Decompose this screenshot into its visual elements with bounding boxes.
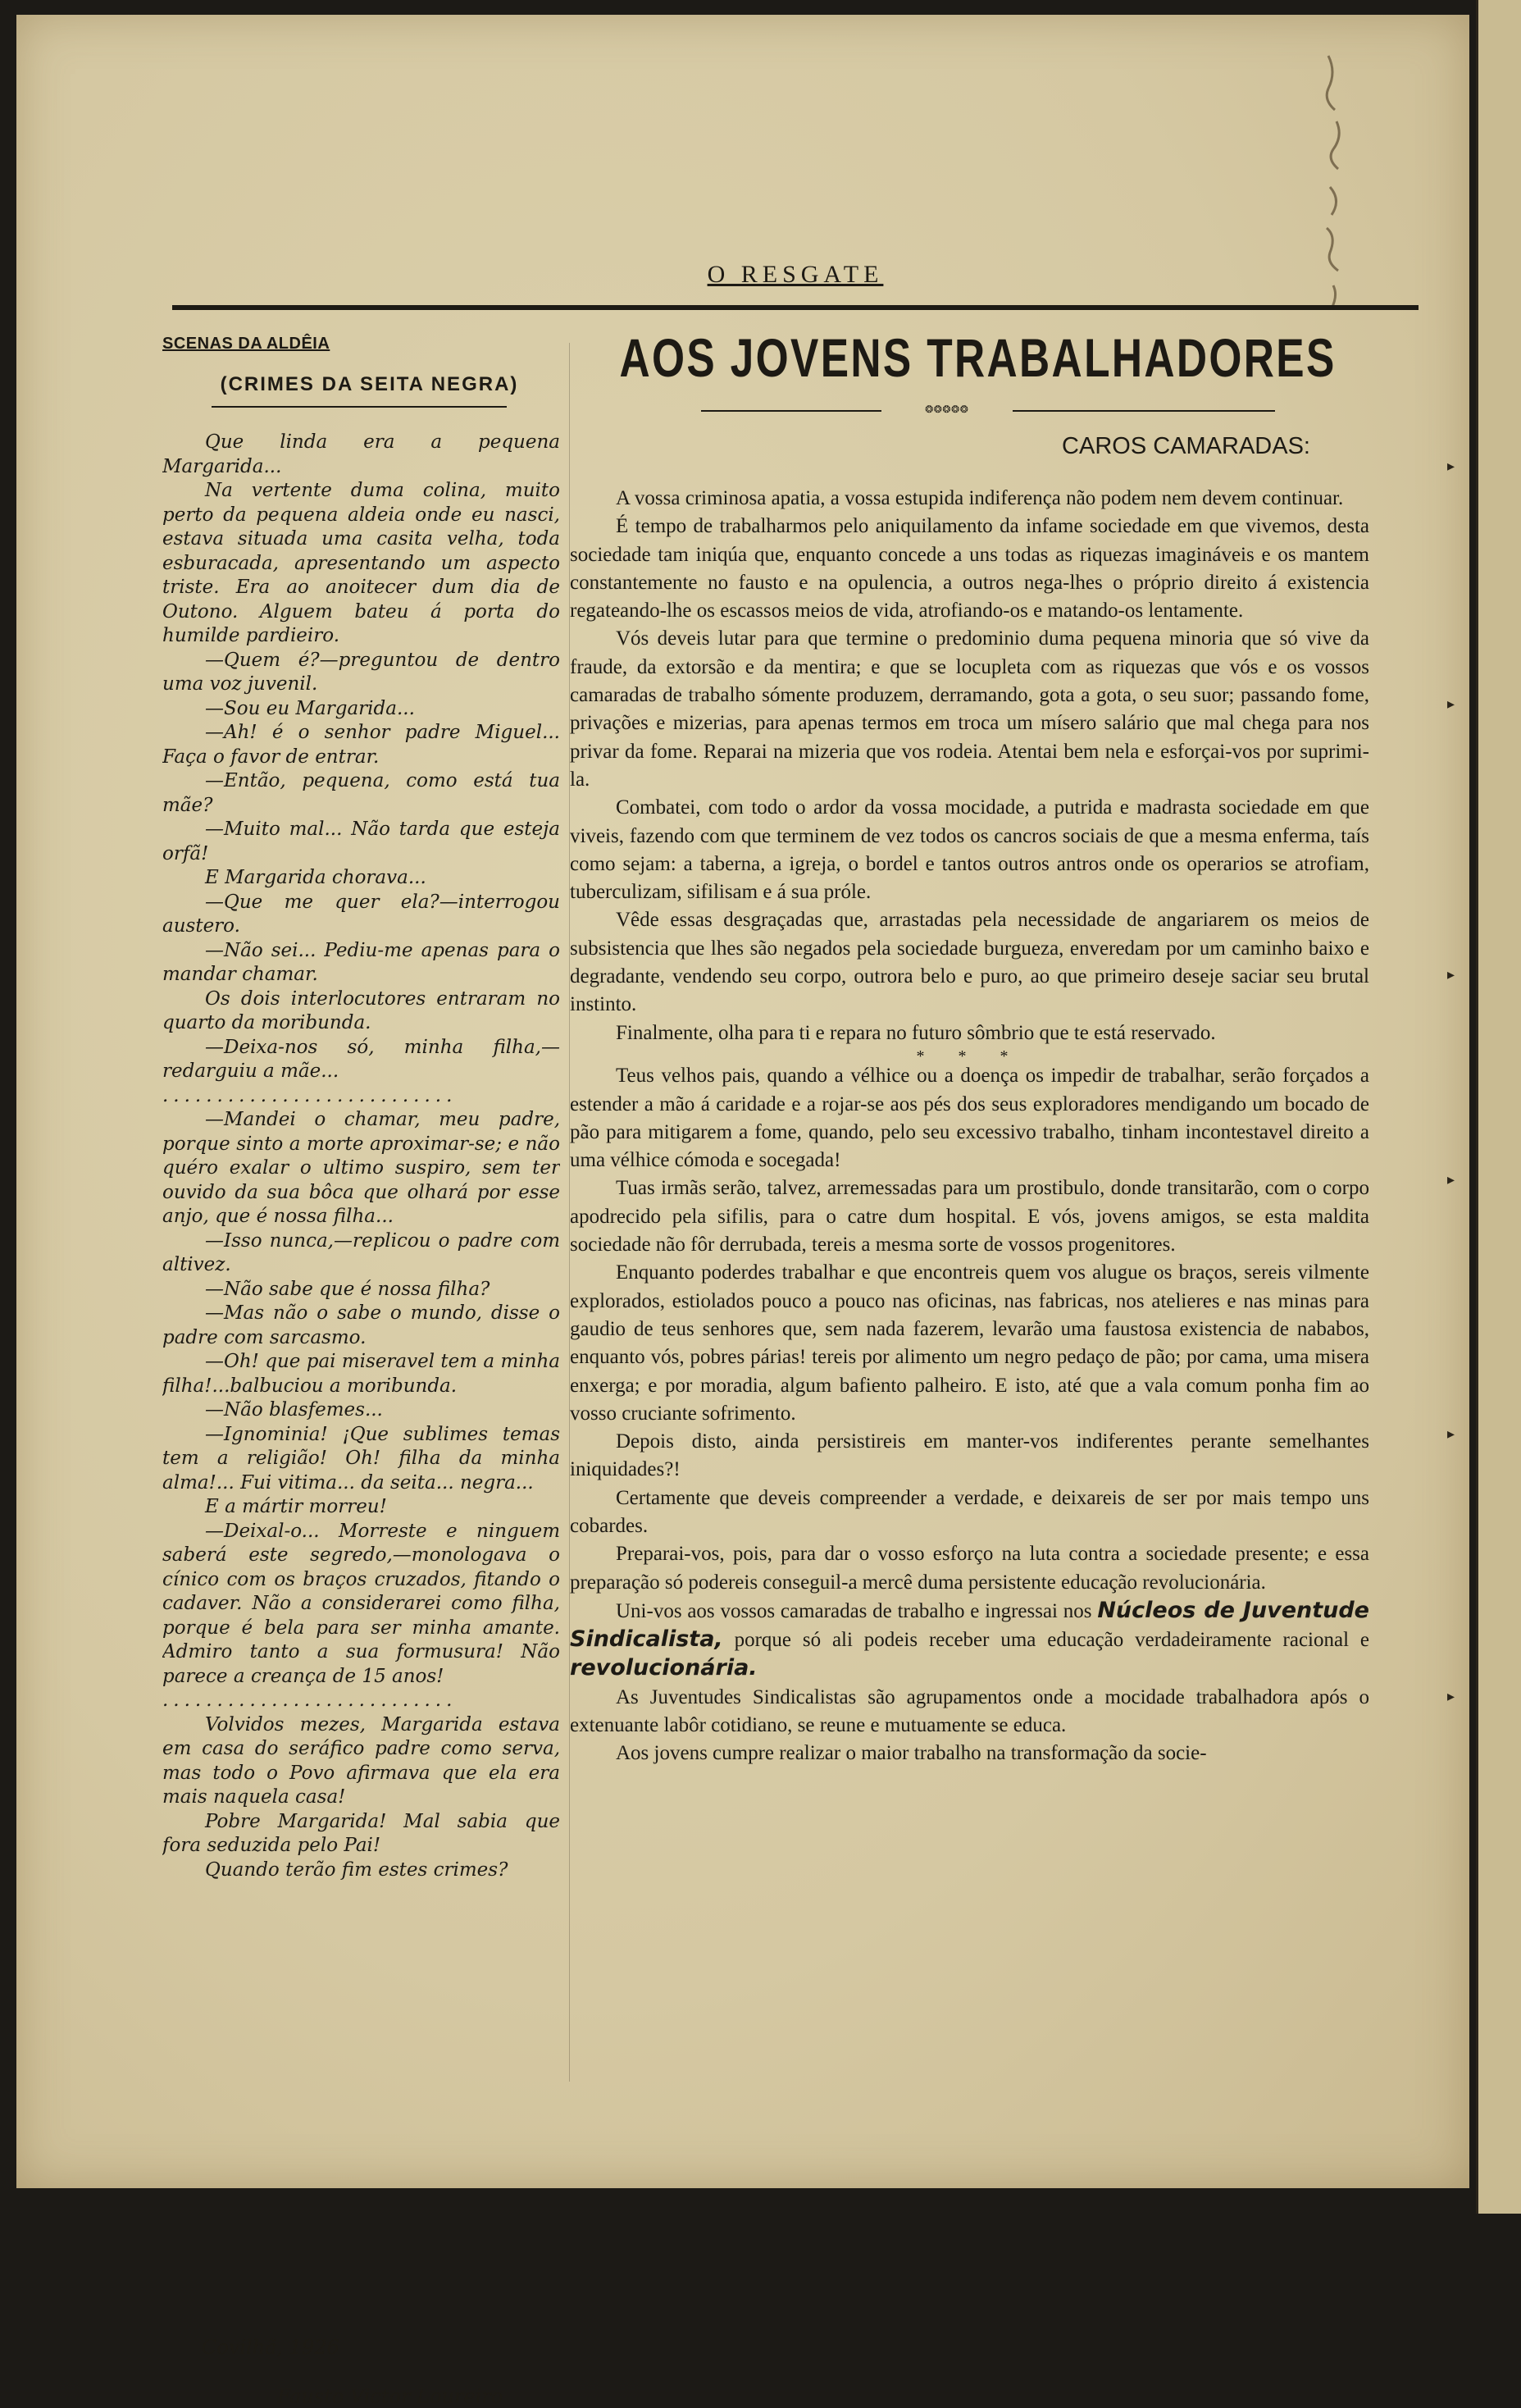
story-paragraph: —Ignominia! ¡Que sublimes temas tem a religião! Oh! filha da minha alma!... Fui vitima... da seita... negra... xyxy=(162,1423,560,1494)
article-paragraph: Combatei, com todo o ardor da vossa mocidade, a putrida e madrasta sociedade em que viveis, fazendo com que terminem de vez todos os cancros sociais de que a mesma enferma, taís como sejam: a taberna, a igreja, o bordel e tantos outros antros onde os operarios se atrofiam, tuberculizam, sifilisam e á sua próle. xyxy=(570,796,1369,904)
edge-mark: ▸ xyxy=(1447,1688,1455,1705)
article-paragraph: Preparai-vos, pois, para dar o vosso esforço na luta contra a sociedade presente; e essa preparação só podereis conseguil-a mercê duma persistente educação revolucionária. xyxy=(570,1543,1369,1594)
article-paragraph: A vossa criminosa apatia, a vossa estupida indiferença não podem nem devem continuar. xyxy=(616,487,1344,509)
unite-text: porque só ali podeis receber uma educação verdadeiramente racional e xyxy=(722,1629,1369,1652)
story-paragraph: E a mártir morreu! xyxy=(205,1496,387,1517)
article-paragraph: Tuas irmãs serão, talvez, arremessadas para um prostibulo, donde transitarão, com o corpo apodrecido pela sifilis, para o catre dum hospital. E vós, jovens amigos, se esta maldita sociedade não fôr derrubada, tereis a mesma sorte de vossos progenitores. xyxy=(570,1177,1369,1256)
dotted-separator: ........................... xyxy=(162,1084,458,1106)
masthead-rule xyxy=(172,305,1419,310)
article-paragraph: Depois disto, ainda persistireis em manter-vos indiferentes perante semelhantes iniquidades?! xyxy=(570,1430,1369,1481)
article-paragraph: Teus velhos pais, quando a vélhice ou a doença os impedir de trabalhar, serão forçados a estender a mão á caridade e a rojar-se aos pés dos seus exploradores mendigando um bocado de pão para mitigarem a fome, quando, pelo seu excessivo trabalho, tinham incontestavel direito a uma vélhice cómoda e socegada! xyxy=(570,1065,1369,1172)
article-paragraph: As Juventudes Sindicalistas são agrupamentos onde a mocidade trabalhadora após o extenuante labôr cotidiano, se reune e mutuamente se educa. xyxy=(570,1685,1369,1737)
edge-mark: ▸ xyxy=(1447,458,1455,475)
story-paragraph: —Isso nunca,—replicou o padre com altivez. xyxy=(162,1229,560,1275)
unite-text: Uni-vos aos vossos camaradas de trabalho e ingressai nos xyxy=(616,1599,1098,1622)
edge-mark: ▸ xyxy=(1447,966,1455,983)
story-paragraph: Volvidos mezes, Margarida estava em casa do seráfico padre como serva, mas todo o Povo afirmava que ela era mais naquela casa! xyxy=(162,1713,560,1808)
article-paragraph: Vós deveis lutar para que termine o predominio duma pequena minoria que só vive da fraude, da extorsão e da mentira; e que se locupleta com as riquezas que vós e os vossos camaradas de trabalho sómente produzem, derramando, gota a gota, o seu suor; passando fome, privações e mizerias, para apenas termos em troca um mísero salário que mal chega para nos privar da fome. Reparai na mizeria que vos rodeia. Atentai bem nela e esforçai-vos por suprimi-la. xyxy=(570,627,1369,791)
story-paragraph: —Então, pequena, como está tua mãe? xyxy=(162,770,560,816)
story-paragraph: —Mas não o sabe o mundo, disse o padre com sarcasmo. xyxy=(162,1302,560,1348)
newspaper-page xyxy=(16,15,1469,2408)
story-paragraph: —Não sabe que é nossa filha? xyxy=(205,1278,490,1300)
story-paragraph: —Muito mal... Não tarda que esteja orfã! xyxy=(162,819,560,864)
story-text xyxy=(162,431,560,2005)
article-paragraph-unite xyxy=(570,1597,1369,1684)
edge-mark: ▸ xyxy=(1447,1425,1455,1443)
dotted-separator: ........................... xyxy=(162,1690,458,1711)
story-paragraph: —Não sei... Pediu-me apenas para o mandar chamar. xyxy=(162,939,560,985)
story-paragraph: —Não blasfemes... xyxy=(205,1399,383,1421)
adjacent-page-edge xyxy=(1476,0,1521,2214)
masthead-title: O RESGATE xyxy=(707,261,884,288)
masthead xyxy=(172,261,1419,289)
story-paragraph: Os dois interlocutores entraram no quarto da moribunda. xyxy=(162,987,560,1033)
article-paragraph: Vêde essas desgraçadas que, arrastadas pela necessidade de angariarem os meios de subsistencia que lhes são negados pela sociedade burgueza, enveredam por um caminho baixo e degradante, vendendo seu corpo, outrora belo e puro, ao que primeiro deseje saciar seu brutal instinto. xyxy=(570,909,1369,1016)
story-paragraph: —Que me quer ela?—interrogou austero. xyxy=(162,891,560,937)
edge-mark: ▸ xyxy=(1447,1171,1455,1188)
author-signature: Fausto Victor Loureiro xyxy=(277,2385,503,2408)
story-paragraph: Na vertente duma colina, muito perto da pequena aldeia onde eu nasci, estava situada uma casita velha, toda esburacada, apresentando um aspecto triste. Era ao anoitecer dum dia de Outono. Alguem bateu á porta do humilde pardieiro. xyxy=(162,480,560,646)
asterism: * * * xyxy=(916,1047,1023,1065)
place-date: Covilhã, 1926 xyxy=(202,2336,339,2359)
story-paragraph: —Ah! é o senhor padre Miguel... Faça o favor de entrar. xyxy=(162,722,560,768)
story-paragraph: Quando terão fim estes crimes? xyxy=(205,1858,508,1881)
article-paragraph: Finalmente, olha para ti e repara no futuro sômbrio que te está reservado. xyxy=(616,1021,1216,1044)
story-paragraph: —Deixal-o... Morreste e ninguem saberá este segredo,—monologava o cínico com os braços cruzados, fitando o cadaver. Não a considerarei como filha, porque é bela para ser minha amante. Admiro tanto a sua formusura! Não parece a creança de 15 anos! xyxy=(162,1520,560,1687)
edge-mark: ▸ xyxy=(1447,695,1455,713)
left-column xyxy=(162,335,560,2408)
article-text xyxy=(570,485,1369,2084)
story-paragraph: —Sou eu Margarida... xyxy=(205,697,415,719)
story-paragraph: —Deixa-nos só, minha filha,—redarguiu a mãe... xyxy=(162,1036,560,1082)
headline: AOS JOVENS TRABALHADORES xyxy=(619,327,1337,388)
story-paragraph: —Mandei o chamar, meu padre, porque sinto a morte aproximar-se; e não quéro exalar o ultimo suspiro, sem ter ouvido da sua bôca que olhará por esse anjo, que é nossa filha... xyxy=(162,1109,560,1227)
salutation: CAROS CAMARADAS: xyxy=(1062,433,1310,459)
story-paragraph: —Oh! que pai miseravel tem a minha filha!...balbuciou a moribunda. xyxy=(162,1351,560,1397)
headline-rule xyxy=(570,402,1369,418)
story-paragraph: Pobre Margarida! Mal sabia que fora seduzida pelo Pai! xyxy=(162,1810,560,1856)
nucleos-highlight: Núcleos de Juventude Sindicalista, xyxy=(570,1597,1369,1653)
article-paragraph: Aos jovens cumpre realizar o maior trabalho na transformação da socie- xyxy=(616,1742,1207,1765)
ornament: ❂❂❂❂❂ xyxy=(925,400,969,416)
story-paragraph: Que linda era a pequena Margarida... xyxy=(162,431,560,477)
story-subtitle: (CRIMES DA SEITA NEGRA) xyxy=(220,373,519,395)
right-column xyxy=(570,326,1369,2084)
section-label: SCENAS DA ALDÊIA xyxy=(162,335,330,353)
article-paragraph: Certamente que deveis compreender a verdade, e deixareis de ser por mais tempo uns cobardes. xyxy=(570,1486,1369,1537)
story-paragraph: E Margarida chorava... xyxy=(205,867,426,888)
subtitle-rule xyxy=(212,406,507,408)
story-paragraph: —Quem é?—preguntou de dentro uma voz juvenil. xyxy=(162,649,560,695)
article-paragraph: Enquanto poderdes trabalhar e que encontreis quem vos alugue os braços, sereis vilmente explorados, estiolados pouco a pouco nas oficinas, nas fabricas, nos atelieres e nas minas para gaudio de teus senhores que, sem nada fazerem, levarão uma faustosa existencia de nababos, enquanto vós, pobres párias! tereis por alimento um negro pedaço de pão; por cama, uma misera enxerga; e por moradia, algum bafiento palheiro. E isto, até que a vala comum ponha fim ao vosso cruciante sofrimento. xyxy=(570,1261,1369,1425)
article-paragraph: É tempo de trabalharmos pelo aniquilamento da infame sociedade em que vivemos, desta sociedade tam iniqúa que, enquanto concede a uns todas as riquezas imagináveis e os mantem constantemente no fausto e na opulencia, a outros nega-lhes o próprio direito á existencia regateando-lhe os escassos meios de vida, atrofiando-os e matando-os lentamente. xyxy=(570,515,1369,623)
revolucionaria-highlight: revolucionária. xyxy=(570,1655,758,1681)
